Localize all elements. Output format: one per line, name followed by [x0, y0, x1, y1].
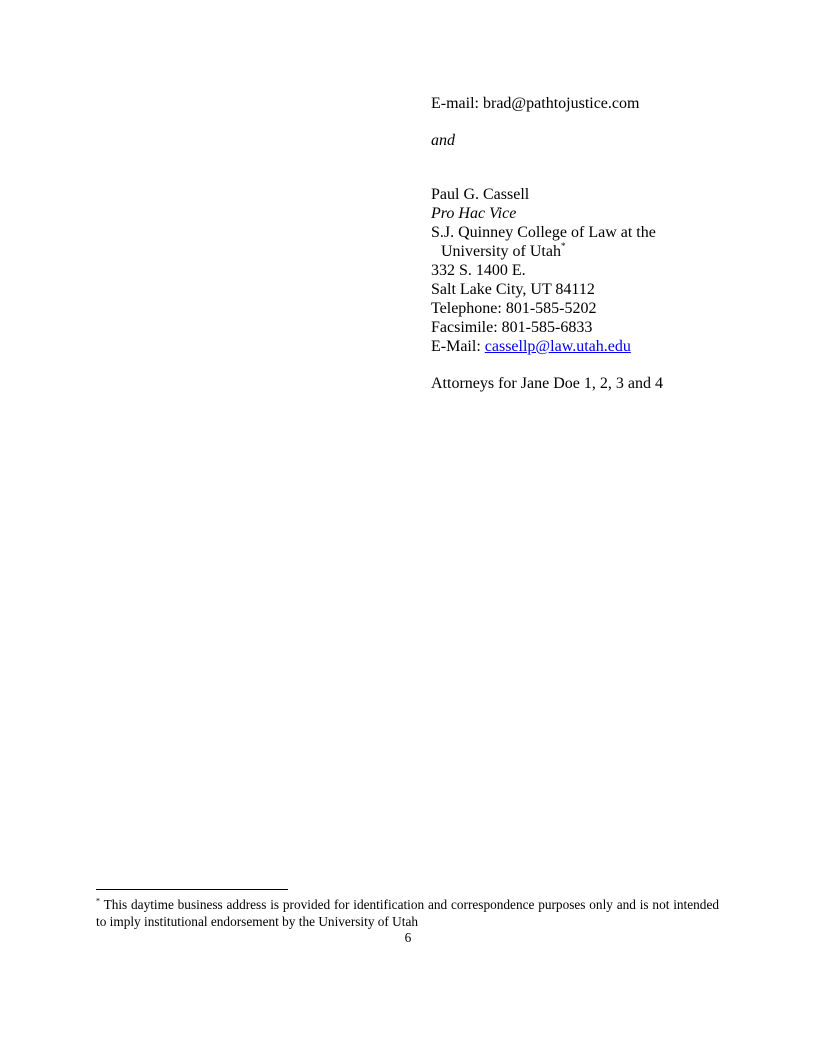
footnote-marker: *: [96, 896, 100, 906]
institution-line-2: [431, 242, 771, 261]
institution-line-1: S.J. Quinney College of Law at the: [431, 224, 656, 241]
email-line-brad: E-mail: brad@pathtojustice.com: [431, 95, 640, 112]
footnote-reference-marker[interactable]: *: [560, 240, 566, 251]
footnote-separator: [96, 889, 288, 890]
facsimile-line: Facsimile: 801-585-6833: [431, 319, 593, 336]
attorney-name: Paul G. Cassell: [431, 186, 530, 203]
institution-name: University of Utah: [441, 243, 561, 260]
email-link[interactable]: cassellp@law.utah.edu: [484, 338, 631, 355]
page-number: 6: [404, 930, 412, 945]
address-city: Salt Lake City, UT 84112: [431, 281, 595, 298]
attorneys-for-line: Attorneys for Jane Doe 1, 2, 3 and 4: [431, 375, 663, 392]
address-street: 332 S. 1400 E.: [431, 262, 526, 279]
telephone-line: Telephone: 801-585-5202: [431, 300, 597, 317]
footnote: [96, 896, 719, 930]
footnote-text: This daytime business address is provided for identification and correspondence purposes only and is not intended to imply institutional endorsement by the University of Utah: [96, 897, 719, 929]
conjunction-and: and: [431, 132, 455, 149]
pro-hac-vice: Pro Hac Vice: [431, 205, 517, 222]
email-label: E-Mail:: [431, 338, 485, 355]
signature-block: [431, 94, 771, 393]
email-line-cassell: [431, 337, 771, 356]
